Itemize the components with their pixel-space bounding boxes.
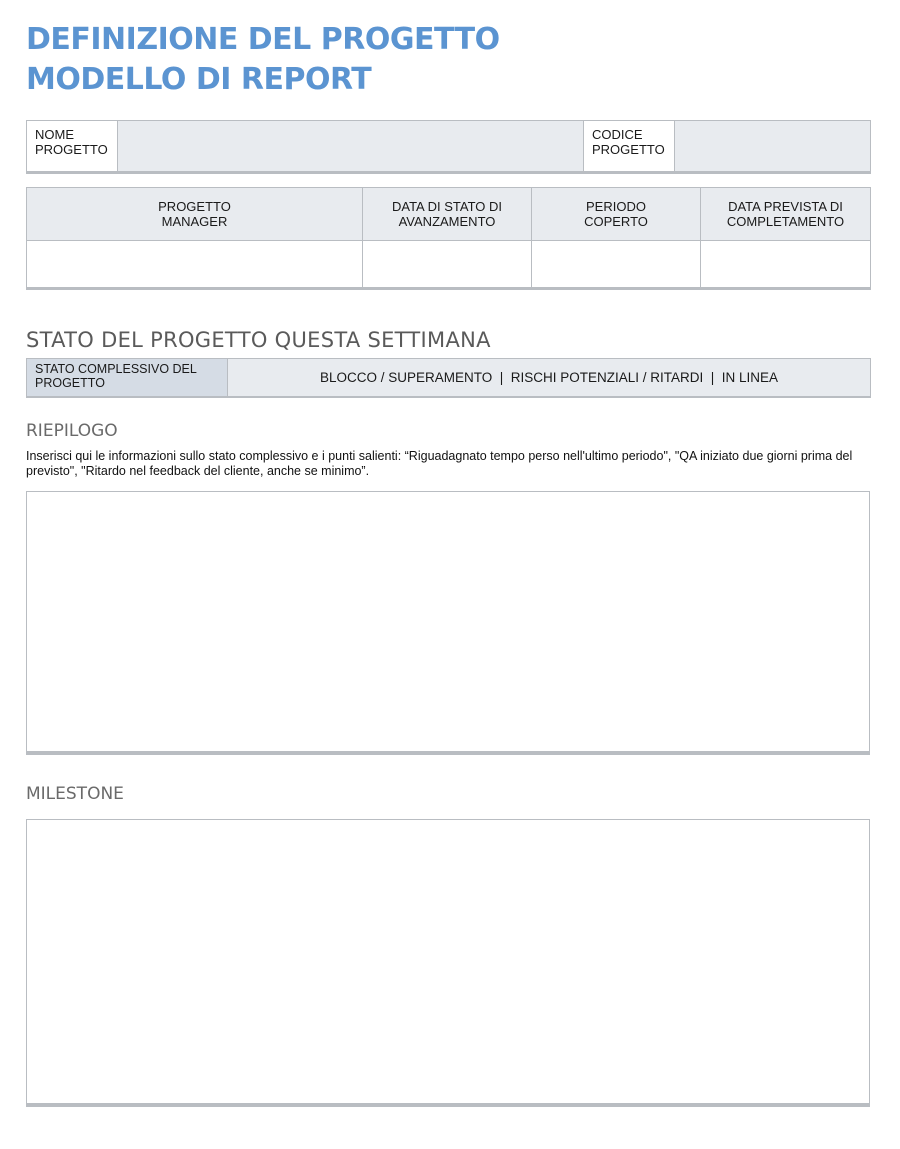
summary-description: Inserisci qui le informazioni sullo stato complessivo e i punti salienti: “Riguadagnato tempo perso nell'ultimo periodo", "QA iniziato due giorni prima del previsto", "Ritardo nel feedback del cliente, anche se minimo”. — [26, 449, 853, 478]
overall-status-bar — [26, 358, 871, 398]
status-date-field[interactable] — [363, 241, 532, 289]
expected-completion-field[interactable] — [701, 241, 871, 289]
overall-status-label: STATO COMPLESSIVO DEL PROGETTO — [27, 359, 228, 398]
project-code-label: CODICE PROGETTO — [584, 121, 675, 173]
header-period-covered: PERIODO COPERTO — [532, 188, 701, 241]
title-line-2: MODELLO DI REPORT — [26, 62, 372, 97]
header-project-manager: PROGETTO MANAGER — [27, 188, 363, 241]
title-line-1: DEFINIZIONE DEL PROGETTO — [26, 22, 500, 57]
page-title — [26, 20, 500, 100]
project-name-label: NOME PROGETTO — [27, 121, 118, 173]
summary-textarea[interactable] — [26, 491, 870, 755]
header-status-date: DATA DI STATO DI AVANZAMENTO — [363, 188, 532, 241]
project-manager-table — [26, 187, 871, 290]
project-name-field[interactable] — [118, 121, 584, 173]
status-section-title: STATO DEL PROGETTO QUESTA SETTIMANA — [26, 328, 491, 352]
project-manager-field[interactable] — [27, 241, 363, 289]
milestone-title: MILESTONE — [26, 784, 124, 804]
period-covered-field[interactable] — [532, 241, 701, 289]
overall-status-options[interactable]: BLOCCO / SUPERAMENTO | RISCHI POTENZIALI / RITARDI | IN LINEA — [228, 359, 871, 398]
project-info-table — [26, 120, 871, 174]
milestone-textarea[interactable] — [26, 819, 870, 1107]
summary-title: RIEPILOGO — [26, 421, 118, 441]
project-code-field[interactable] — [675, 121, 871, 173]
header-expected-completion: DATA PREVISTA DI COMPLETAMENTO — [701, 188, 871, 241]
